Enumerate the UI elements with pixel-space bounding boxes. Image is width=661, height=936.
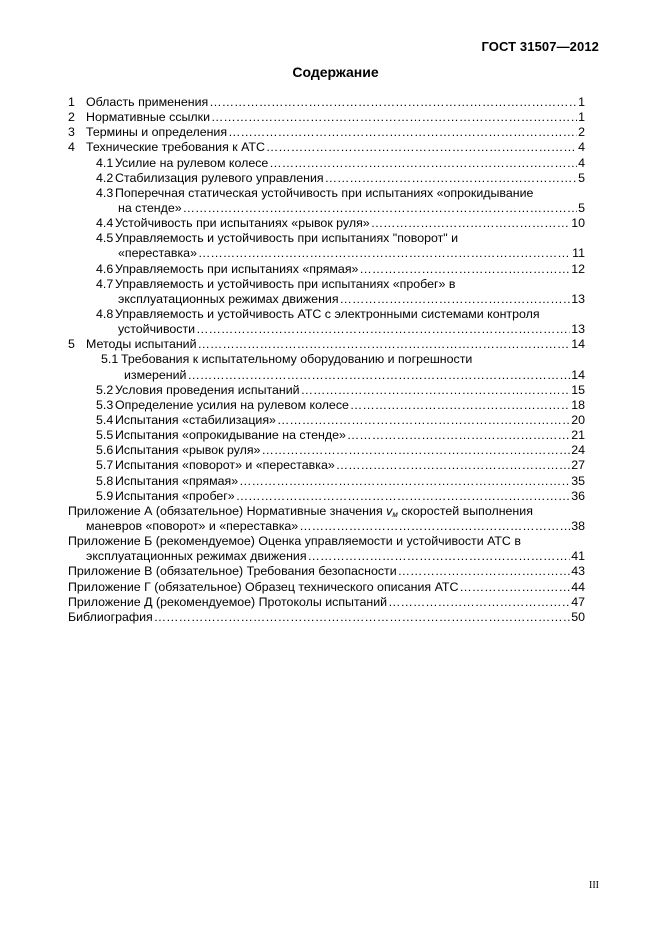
toc-entry-title: Область применения: [86, 95, 209, 109]
toc-page-number: 14: [571, 367, 585, 382]
toc-entry[interactable]: [68, 216, 585, 231]
dot-leader: [196, 322, 570, 337]
toc-page-number: 43: [571, 564, 585, 579]
toc-appendix-title: Приложение Б (рекомендуемое) Оценка управляемости и устойчивости АТС в: [68, 534, 521, 549]
toc-appendix-title-cont: маневров «поворот» и «переставка»: [86, 518, 299, 533]
toc-entry-title: Управляемость и устойчивость при испытаниях «пробег» в: [115, 276, 456, 291]
dot-leader: [347, 428, 570, 443]
toc-entry-number: 4.7: [96, 276, 114, 291]
toc-entry-number: 5.4: [96, 412, 114, 427]
toc-entry[interactable]: [68, 110, 585, 125]
toc-page-number: 14: [571, 337, 585, 352]
toc-page-number: 5: [578, 170, 585, 185]
toc-page-number: 24: [571, 443, 585, 458]
toc-entry[interactable]: [68, 474, 585, 489]
speed-variable-subscript: м: [392, 509, 398, 519]
toc-entry[interactable]: [68, 383, 585, 398]
toc-entry-number: 4.5: [96, 231, 114, 246]
dot-leader: [183, 201, 577, 216]
dot-leader: [301, 383, 571, 398]
toc-page-number: 21: [571, 428, 585, 443]
toc-entry-number: 4.1: [96, 155, 114, 170]
toc-entry-continuation[interactable]: [68, 322, 585, 337]
toc-entry-title: Испытания «прямая»: [115, 473, 239, 488]
toc-appendix[interactable]: [68, 580, 585, 595]
toc-entry-title: Усилие на рулевом колесе: [115, 155, 269, 170]
toc-entry-title: Управляемость и устойчивость при испытаниях "поворот" и: [115, 231, 459, 246]
dot-leader: [277, 413, 570, 428]
toc-appendix-title: [68, 504, 533, 519]
toc-entry-number: 5.7: [96, 458, 114, 473]
toc-appendix-title: Приложение Д (рекомендуемое) Протоколы испытаний: [68, 594, 388, 609]
toc-entry-title: Стабилизация рулевого управления: [115, 170, 324, 185]
toc-entry[interactable]: [68, 125, 585, 140]
toc-appendix-title-cont: эксплуатационных режимах движения: [86, 549, 307, 564]
toc-entry-title: Поперечная статическая устойчивость при испытаниях «опрокидывание: [115, 185, 534, 200]
toc-appendix-title: Приложение В (обязательное) Требования безопасности: [68, 564, 397, 579]
toc-appendix-title-part: Приложение А (обязательное) Нормативные значения: [68, 503, 387, 518]
toc-entry-number: 4.8: [96, 306, 114, 321]
toc-entry-title: Методы испытаний: [86, 337, 197, 352]
toc-entry-title-cont: измерений: [124, 367, 187, 382]
toc-entry-title: Управляемость и устойчивость АТС с электронными системами контроля: [115, 306, 540, 321]
toc-page-number: 35: [571, 473, 585, 488]
dot-leader: [239, 474, 570, 489]
toc-entry-continuation[interactable]: [68, 201, 585, 216]
toc-page-number: 18: [571, 397, 585, 412]
toc-entry-title: Определение усилия на рулевом колесе: [115, 397, 349, 412]
toc-appendix-continuation[interactable]: [68, 519, 585, 534]
standard-code: ГОСТ 31507—2012: [481, 39, 599, 54]
dot-leader: [198, 337, 571, 352]
dot-leader: [350, 398, 570, 413]
page-title: Содержание: [292, 64, 379, 80]
toc-entry[interactable]: [68, 352, 585, 367]
toc-entry[interactable]: [68, 262, 585, 277]
toc-appendix-title-part: скоростей выполнения: [397, 503, 533, 518]
dot-leader: [299, 519, 570, 534]
toc-page-number: 38: [571, 518, 585, 533]
toc-page-number: 12: [571, 261, 585, 276]
toc-entry-number: 3: [68, 125, 75, 140]
toc-entry-title: Термины и определения: [86, 125, 228, 140]
toc-entry[interactable]: [68, 458, 585, 473]
dot-leader: [336, 458, 570, 473]
toc-entry-title: Нормативные ссылки: [86, 110, 210, 125]
toc-page-number: 50: [571, 609, 585, 624]
toc-page-number: 2: [578, 125, 585, 140]
toc-entry[interactable]: [68, 140, 585, 155]
toc-entry-continuation[interactable]: [68, 246, 585, 261]
toc-page-number: 27: [571, 458, 585, 473]
toc-entry-title: Технические требования к АТС: [86, 140, 265, 155]
toc-page-number: 4: [578, 155, 585, 170]
toc-entry-title: Условия проведения испытаний: [115, 382, 300, 397]
toc-entry-number: 5.2: [96, 382, 114, 397]
toc-entry[interactable]: [68, 231, 585, 246]
toc-appendix[interactable]: [68, 610, 585, 625]
toc-entry-number: 5.1: [101, 352, 119, 367]
toc-entry-title: Испытания «стабилизация»: [115, 412, 276, 427]
dot-leader: [261, 443, 570, 458]
dot-leader: [459, 580, 570, 595]
table-of-contents: [68, 95, 585, 625]
toc-page-number: 36: [571, 488, 585, 503]
toc-appendix-title: Приложение Г (обязательное) Образец технического описания АТС: [68, 579, 459, 594]
toc-entry-number: 5: [68, 337, 75, 352]
page-number: III: [589, 880, 599, 891]
toc-entry-number: 4.4: [96, 216, 114, 231]
toc-page-number: 13: [571, 322, 585, 337]
toc-entry[interactable]: [68, 307, 585, 322]
toc-entry[interactable]: [68, 95, 585, 110]
toc-appendix[interactable]: [68, 504, 585, 519]
dot-leader: [236, 489, 571, 504]
toc-page-number: 11: [572, 246, 585, 261]
dot-leader: [154, 610, 570, 625]
toc-page-number: 15: [571, 382, 585, 397]
toc-entry-number: 4.2: [96, 170, 114, 185]
toc-page-number: 1: [578, 95, 585, 109]
toc-entry[interactable]: [68, 443, 585, 458]
toc-entry-number: 5.6: [96, 443, 114, 458]
dot-leader: [187, 368, 570, 383]
toc-entry[interactable]: [68, 337, 585, 352]
toc-appendix-title: Библиография: [68, 609, 153, 624]
toc-page-number: 1: [578, 110, 585, 125]
dot-leader: [211, 110, 577, 125]
toc-page-number: 13: [571, 291, 585, 306]
toc-entry[interactable]: [68, 156, 585, 171]
toc-entry-number: 1: [68, 95, 75, 109]
dot-leader: [340, 292, 571, 307]
dot-leader: [269, 156, 577, 171]
toc-page-number: 10: [571, 216, 585, 231]
dot-leader: [398, 564, 571, 579]
toc-entry-title: Испытания «рывок руля»: [115, 443, 261, 458]
dot-leader: [371, 216, 571, 231]
dot-leader: [325, 171, 578, 186]
toc-entry-title: Испытания «поворот» и «переставка»: [115, 458, 335, 473]
toc-entry-title: Требования к испытательному оборудованию и погрешности: [121, 352, 473, 367]
dot-leader: [388, 595, 570, 610]
toc-entry[interactable]: [68, 277, 585, 292]
toc-appendix-continuation[interactable]: [68, 549, 585, 564]
toc-entry-number: 5.8: [96, 473, 114, 488]
toc-entry-number: 4.3: [96, 185, 114, 200]
toc-appendix[interactable]: [68, 534, 585, 549]
toc-page-number: 47: [571, 594, 585, 609]
toc-entry-number: 2: [68, 110, 75, 125]
toc-entry-title-cont: на стенде»: [118, 200, 182, 215]
toc-entry-title-cont: «переставка»: [118, 246, 197, 261]
toc-entry[interactable]: [68, 413, 585, 428]
toc-entry-number: 5.9: [96, 488, 114, 503]
dot-leader: [228, 125, 577, 140]
dot-leader: [198, 246, 571, 261]
toc-appendix[interactable]: [68, 564, 585, 579]
dot-leader: [266, 140, 577, 155]
toc-entry-title-cont: эксплуатационных режимах движения: [118, 291, 339, 306]
toc-entry-number: 4: [68, 140, 75, 155]
toc-page-number: 5: [578, 200, 585, 215]
toc-entry-title: Устойчивость при испытаниях «рывок руля»: [115, 216, 370, 231]
toc-page-number: 44: [571, 579, 585, 594]
toc-appendix[interactable]: [68, 595, 585, 610]
dot-leader: [359, 262, 570, 277]
toc-entry[interactable]: [68, 186, 585, 201]
toc-entry[interactable]: [68, 489, 585, 504]
toc-page-number: 4: [578, 140, 585, 155]
toc-entry-continuation[interactable]: [68, 368, 585, 383]
toc-entry-title: Испытания «пробег»: [115, 488, 235, 503]
toc-entry[interactable]: [68, 428, 585, 443]
dot-leader: [308, 549, 571, 564]
toc-entry-number: 4.6: [96, 261, 114, 276]
toc-page-number: 20: [571, 412, 585, 427]
dot-leader: [209, 95, 577, 110]
toc-entry[interactable]: [68, 398, 585, 413]
toc-entry-title-cont: устойчивости: [118, 322, 196, 337]
speed-variable: v: [386, 503, 393, 518]
toc-page-number: 41: [571, 549, 585, 564]
toc-entry-number: 5.3: [96, 397, 114, 412]
toc-entry-continuation[interactable]: [68, 292, 585, 307]
toc-entry-number: 5.5: [96, 428, 114, 443]
toc-entry-title: Испытания «опрокидывание на стенде»: [115, 428, 346, 443]
toc-entry[interactable]: [68, 171, 585, 186]
toc-entry-title: Управляемость при испытаниях «прямая»: [115, 261, 359, 276]
